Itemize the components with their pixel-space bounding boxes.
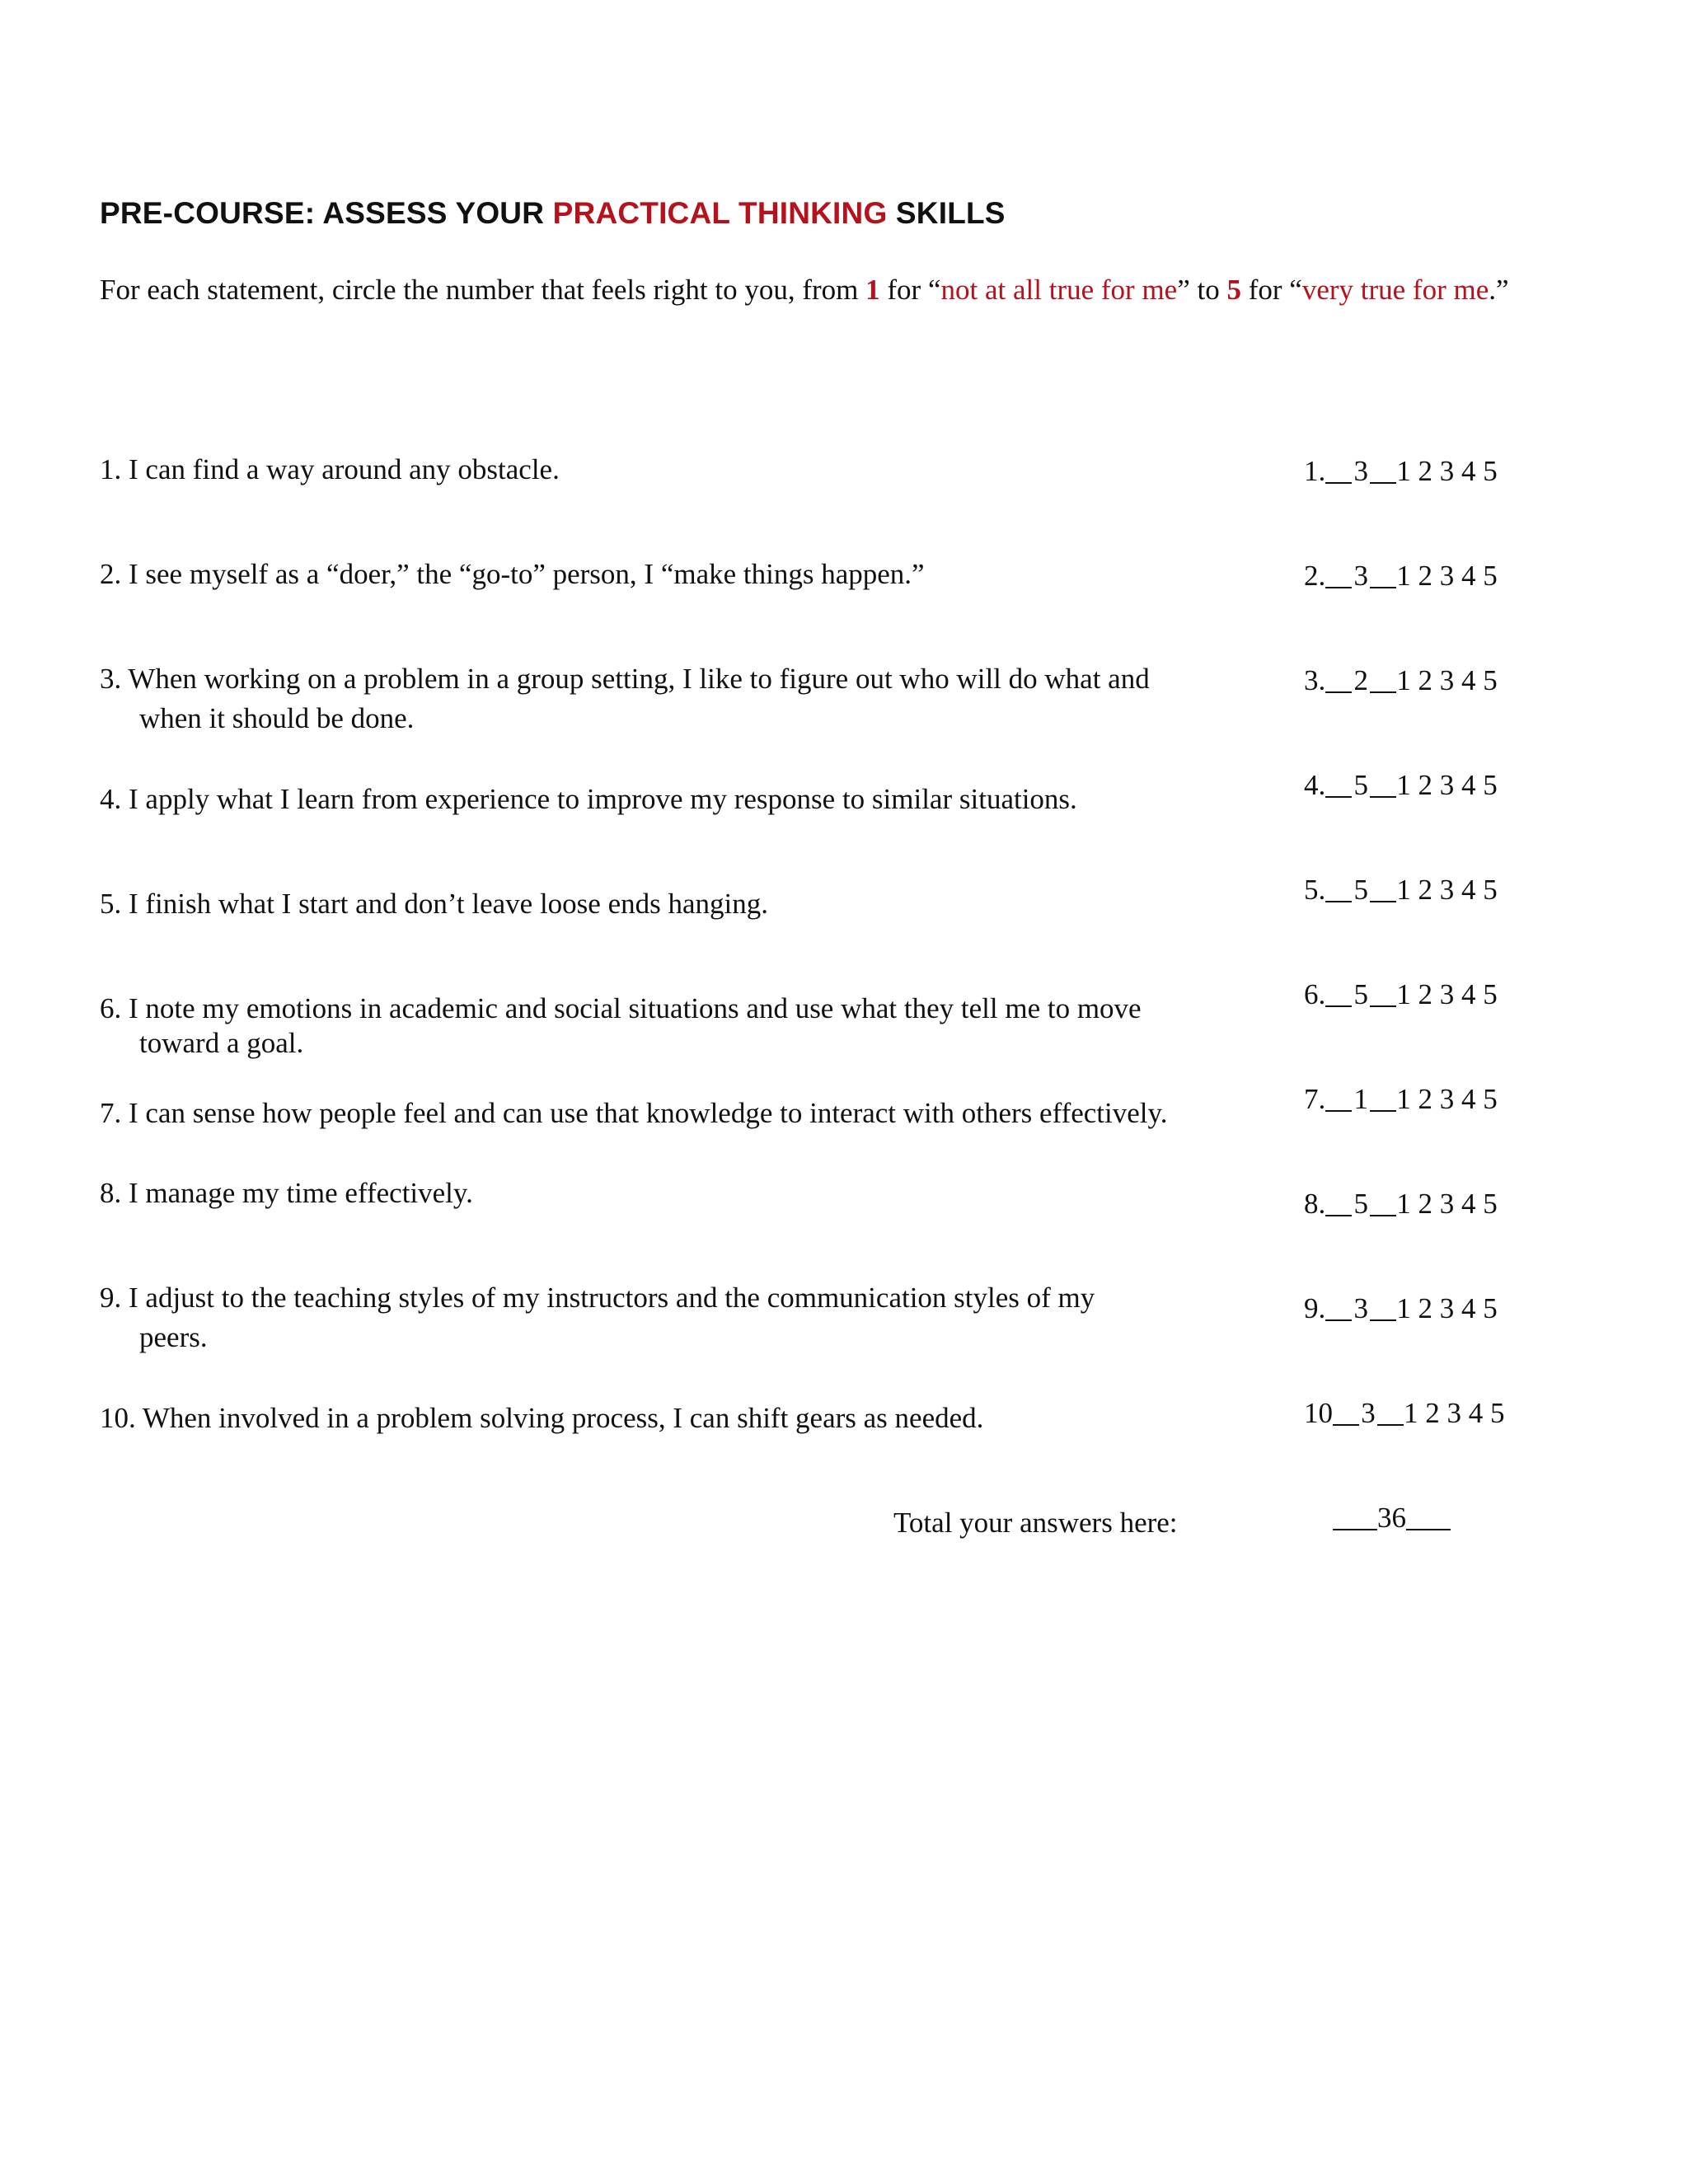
answer-scale: 1 2 3 4 5 bbox=[1396, 1188, 1498, 1220]
answer-blank bbox=[1370, 1004, 1396, 1007]
answer-label: 10 bbox=[1304, 1397, 1333, 1429]
answer-value[interactable]: 3 bbox=[1353, 560, 1368, 592]
answer-label: 7. bbox=[1304, 1083, 1326, 1115]
statement-item bbox=[100, 1399, 1254, 1438]
statement-text: 1. I can find a way around any obstacle. bbox=[100, 453, 560, 485]
statement-text: 7. I can sense how people feel and can use that knowledge to interact with others effectively. bbox=[100, 1097, 1168, 1129]
answer-value[interactable]: 5 bbox=[1353, 1188, 1368, 1220]
answer-label: 1. bbox=[1304, 455, 1326, 487]
instructions bbox=[100, 274, 1509, 307]
answer-blank bbox=[1370, 1108, 1396, 1112]
answer-label: 2. bbox=[1304, 560, 1326, 592]
answer-value[interactable]: 1 bbox=[1353, 1083, 1368, 1115]
answer-blank bbox=[1333, 1422, 1359, 1426]
answer-value[interactable]: 5 bbox=[1353, 769, 1368, 801]
low-label: not at all true for me bbox=[940, 274, 1178, 306]
answer-row bbox=[1304, 978, 1498, 1011]
answer-blank bbox=[1370, 794, 1396, 798]
answer-scale: 1 2 3 4 5 bbox=[1396, 1083, 1498, 1115]
answer-row bbox=[1304, 664, 1498, 697]
answer-blank bbox=[1370, 585, 1396, 588]
answer-scale: 1 2 3 4 5 bbox=[1396, 769, 1498, 801]
answer-value[interactable]: 5 bbox=[1353, 978, 1368, 1010]
statement-item bbox=[100, 780, 1254, 819]
statement-item bbox=[100, 1174, 1254, 1213]
statement-item bbox=[100, 659, 1254, 738]
answer-label: 9. bbox=[1304, 1292, 1326, 1324]
answer-blank bbox=[1325, 480, 1352, 484]
answer-scale: 1 2 3 4 5 bbox=[1396, 560, 1498, 592]
answer-blank bbox=[1370, 480, 1396, 484]
statement-continuation: toward a goal. bbox=[139, 1027, 304, 1059]
answer-label: 5. bbox=[1304, 874, 1326, 906]
total-blank bbox=[1406, 1527, 1451, 1530]
answer-row bbox=[1304, 769, 1498, 802]
statement-item bbox=[100, 884, 1254, 924]
answer-blank bbox=[1377, 1422, 1404, 1426]
statement-item bbox=[100, 989, 1254, 1063]
answer-row bbox=[1304, 1397, 1505, 1430]
answer-scale: 1 2 3 4 5 bbox=[1396, 1292, 1498, 1324]
statement-text: 4. I apply what I learn from experience to improve my response to similar situations. bbox=[100, 783, 1077, 815]
statement-item bbox=[100, 1278, 1254, 1357]
answer-blank bbox=[1325, 585, 1352, 588]
instructions-text: ” to bbox=[1177, 274, 1227, 306]
answer-blank bbox=[1325, 1213, 1352, 1216]
total-value[interactable]: 36 bbox=[1377, 1502, 1406, 1534]
high-label: very true for me bbox=[1301, 274, 1489, 306]
total-row bbox=[1333, 1502, 1451, 1535]
statement-item bbox=[100, 555, 1254, 594]
answer-blank bbox=[1325, 899, 1352, 902]
answer-scale: 1 2 3 4 5 bbox=[1396, 874, 1498, 906]
answer-blank bbox=[1370, 899, 1396, 902]
answer-value[interactable]: 3 bbox=[1353, 1292, 1368, 1324]
answer-blank bbox=[1325, 1318, 1352, 1321]
statement-text: 9. I adjust to the teaching styles of my instructors and the communication styles of my bbox=[100, 1282, 1095, 1314]
instructions-text: for “ bbox=[1240, 274, 1302, 306]
statement-text: 3. When working on a problem in a group setting, I like to figure out who will do what and bbox=[100, 663, 1150, 695]
statement-text: 5. I finish what I start and don’t leave loose ends hanging. bbox=[100, 888, 768, 920]
answer-blank bbox=[1325, 690, 1352, 693]
title-part1: PRE-COURSE: ASSESS YOUR bbox=[100, 196, 553, 230]
answer-row bbox=[1304, 874, 1498, 907]
answer-blank bbox=[1370, 690, 1396, 693]
answer-row bbox=[1304, 1188, 1498, 1221]
statement-text: 10. When involved in a problem solving process, I can shift gears as needed. bbox=[100, 1402, 984, 1434]
answer-blank bbox=[1370, 1213, 1396, 1216]
answer-label: 4. bbox=[1304, 769, 1326, 801]
answer-label: 8. bbox=[1304, 1188, 1326, 1220]
answer-value[interactable]: 3 bbox=[1361, 1397, 1376, 1429]
instructions-text: .” bbox=[1489, 274, 1509, 306]
statement-text: 8. I manage my time effectively. bbox=[100, 1177, 473, 1209]
answer-row bbox=[1304, 560, 1498, 593]
answer-label: 6. bbox=[1304, 978, 1326, 1010]
answer-value[interactable]: 5 bbox=[1353, 874, 1368, 906]
answer-blank bbox=[1325, 1108, 1352, 1112]
answer-blank bbox=[1325, 1004, 1352, 1007]
answer-row bbox=[1304, 1292, 1498, 1325]
statement-continuation: peers. bbox=[139, 1321, 208, 1353]
answer-scale: 1 2 3 4 5 bbox=[1396, 978, 1498, 1010]
title-part2: SKILLS bbox=[887, 196, 1006, 230]
answer-row bbox=[1304, 1083, 1498, 1116]
statement-text: 2. I see myself as a “doer,” the “go-to” person, I “make things happen.” bbox=[100, 558, 925, 590]
statement-continuation: when it should be done. bbox=[139, 702, 415, 734]
high-number: 5 bbox=[1226, 274, 1241, 306]
instructions-text: For each statement, circle the number that feels right to you, from bbox=[100, 274, 866, 306]
total-blank bbox=[1333, 1527, 1377, 1530]
answer-scale: 1 2 3 4 5 bbox=[1396, 455, 1498, 487]
statement-item bbox=[100, 1094, 1254, 1133]
statement-item bbox=[100, 450, 1254, 490]
answer-scale: 1 2 3 4 5 bbox=[1396, 664, 1498, 696]
instructions-text: for “ bbox=[879, 274, 941, 306]
total-label: Total your answers here: bbox=[893, 1507, 1178, 1539]
answer-row bbox=[1304, 455, 1498, 488]
answer-value[interactable]: 3 bbox=[1353, 455, 1368, 487]
answer-value[interactable]: 2 bbox=[1353, 664, 1368, 696]
answer-blank bbox=[1370, 1318, 1396, 1321]
answer-blank bbox=[1325, 794, 1352, 798]
low-number: 1 bbox=[865, 274, 880, 306]
answer-scale: 1 2 3 4 5 bbox=[1404, 1397, 1505, 1429]
answer-label: 3. bbox=[1304, 664, 1326, 696]
statement-text: 6. I note my emotions in academic and social situations and use what they tell me to move bbox=[100, 992, 1142, 1024]
page-title bbox=[100, 196, 1006, 231]
title-highlight: PRACTICAL THINKING bbox=[552, 196, 888, 230]
